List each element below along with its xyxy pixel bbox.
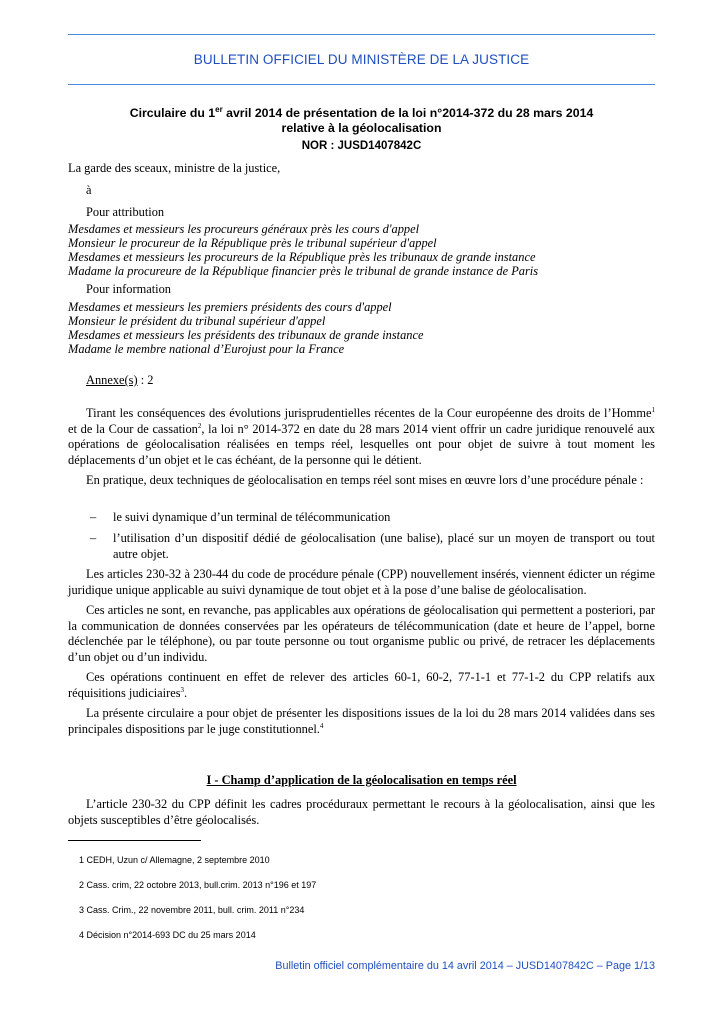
p1-text-a: Tirant les conséquences des évolutions jurisprudentielles récentes de la Cour européenne des droits de l’Homme (86, 406, 652, 420)
footnote-2: 2 Cass. crim, 22 octobre 2013, bull.crim. 2013 n°196 et 197 (79, 880, 317, 890)
footnote-ref-4: 4 (319, 721, 324, 730)
bullet-text: l’utilisation d’un dispositif dédié de géolocalisation (une balise), placé sur un moyen de transport ou tout autre objet. (113, 531, 655, 561)
attribution-recipient: Madame la procureure de la République financier près le tribunal de grande instance de Paris (68, 264, 539, 278)
footnote-3: 3 Cass. Crim., 22 novembre 2011, bull. crim. 2011 n°234 (79, 905, 305, 915)
information-recipient: Madame le membre national d’Eurojust pour la France (68, 342, 345, 356)
sender-line: La garde des sceaux, ministre de la justice, (68, 161, 281, 175)
information-recipient: Mesdames et messieurs les premiers présidents des cours d'appel (68, 300, 392, 314)
body-paragraph-5 (68, 670, 655, 701)
footnote-ref-3: 3 (180, 685, 185, 694)
p1-text-c: , la loi n° 2014-372 en date du 28 mars 2014 vient offrir un cadre juridique renouvelé aux opérations de géolocalisation réalisées en temps réel, lesquelles ont pour objet de suivre à tout moment les déplacements d’un objet et le cas échéant, de la personne qui le détient. (68, 421, 655, 467)
attribution-recipient: Mesdames et messieurs les procureurs de la République près les tribunaux de grande instance (68, 250, 536, 264)
attribution-label: Pour attribution (86, 205, 165, 219)
page-footer: Bulletin officiel complémentaire du 14 avril 2014 – JUSD1407842C – Page 1/13 (275, 960, 655, 972)
body-paragraph-3: Les articles 230-32 à 230-44 du code de procédure pénale (CPP) nouvellement insérés, viennent édicter un régime juridique unique applicable au suivi dynamique de tout objet et à la pose d’une balise de géolocalisation. (68, 567, 655, 597)
attribution-recipient: Mesdames et messieurs les procureurs généraux près les cours d'appel (68, 222, 420, 236)
body-paragraph-1 (68, 406, 655, 468)
p5-text-a: Ces opérations continuent en effet de relever des articles 60-1, 60-2, 77-1-1 et 77-1-2 du CPP relatifs aux réquisitions judiciaires (68, 670, 655, 700)
information-label: Pour information (86, 282, 172, 296)
body-paragraph-2: En pratique, deux techniques de géolocalisation en temps réel sont mises en œuvre lors d’une procédure pénale : (86, 473, 644, 487)
annexes-label: Annexe(s) (86, 373, 138, 387)
body-paragraph-7: L’article 230-32 du CPP définit les cadres procéduraux permettant le recours à la géolocalisation, ainsi que les objets susceptibles d’être géolocalisés. (68, 797, 655, 827)
bullet-item-1 (90, 510, 655, 526)
footnote-1: 1 CEDH, Uzun c/ Allemagne, 2 septembre 2010 (79, 855, 270, 865)
footnote-separator (68, 840, 201, 841)
p1-text-b: et de la Cour de cassation (68, 421, 198, 436)
bullet-text: le suivi dynamique d’un terminal de télécommunication (113, 510, 391, 524)
circulaire-title (68, 106, 655, 136)
header-top-rule (68, 34, 655, 35)
bulletin-header-title: BULLETIN OFFICIEL DU MINISTÈRE DE LA JUSTICE (193, 52, 530, 67)
attribution-recipient: Monsieur le procureur de la République près le tribunal supérieur d'appel (68, 236, 437, 250)
annexes-line (86, 373, 153, 387)
p5-text-b: . (184, 685, 188, 700)
title-superscript: er (215, 105, 223, 114)
annexes-value: : 2 (137, 373, 154, 387)
title-part2: avril 2014 de présentation de la loi n°2014-372 du 28 mars 2014 (222, 106, 594, 120)
body-paragraph-6 (68, 706, 655, 737)
bullet-item-2 (90, 531, 655, 562)
footnote-4: 4 Décision n°2014-693 DC du 25 mars 2014 (79, 930, 256, 940)
title-part1: Circulaire du 1 (129, 106, 216, 120)
bullet-dash: – (90, 510, 97, 524)
p6-text: La présente circulaire a pour objet de présenter les dispositions issues de la loi du 28 mars 2014 validées dans ses principales dispositions par le juge constitutionnel. (68, 706, 655, 736)
section-heading: I - Champ d’application de la géolocalisation en temps réel (206, 773, 517, 787)
title-line2: relative à la géolocalisation (281, 121, 442, 135)
header-bottom-rule (68, 84, 655, 85)
information-recipient: Monsieur le président du tribunal supérieur d'appel (68, 314, 326, 328)
nor-reference: NOR : JUSD1407842C (301, 140, 422, 152)
footnote-ref-2: 2 (197, 421, 202, 430)
footnote-ref-1: 1 (651, 406, 655, 414)
information-recipient: Mesdames et messieurs les présidents des tribunaux de grande instance (68, 328, 424, 342)
bullet-dash: – (90, 531, 97, 545)
recipient-to: à (86, 183, 92, 197)
body-paragraph-4: Ces articles ne sont, en revanche, pas applicables aux opérations de géolocalisation qui permettent a posteriori, par la communication de données conservées par les opérateurs de télécommunication (date et heure de l’appel, borne déclenchée par le téléphone), ou par toute personne ou tout organisme public ou privé, de retracer les déplacements d’un objet ou d’un individu. (68, 603, 655, 664)
